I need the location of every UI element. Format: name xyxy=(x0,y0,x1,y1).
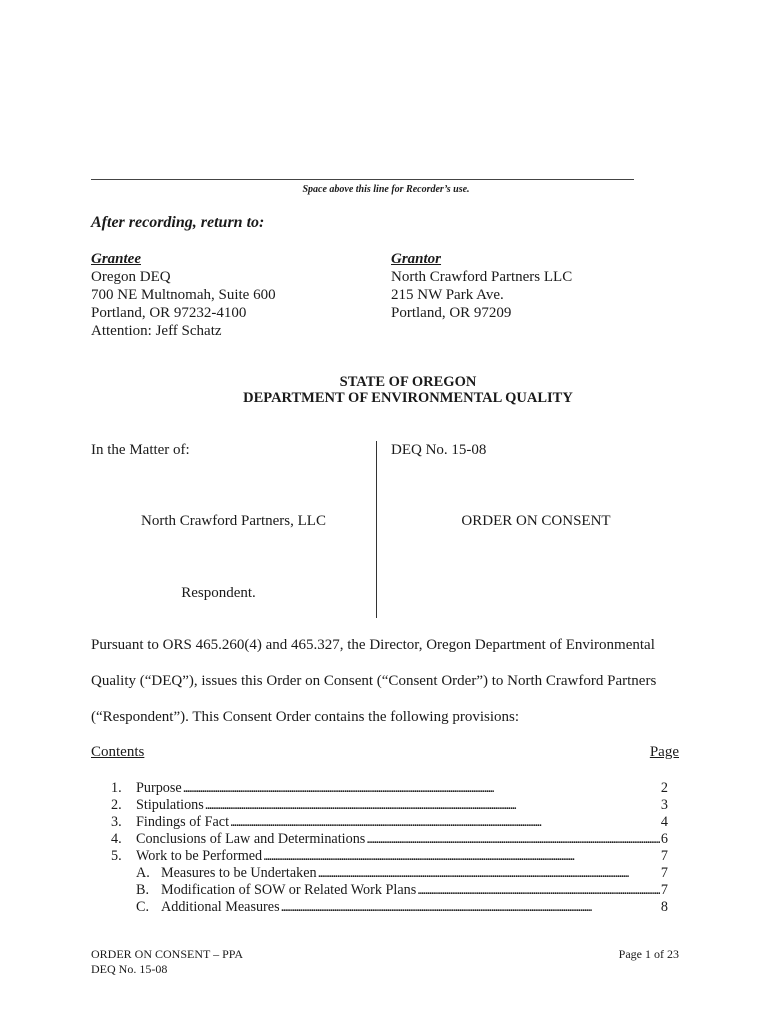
toc-item-page: 7 xyxy=(660,882,668,898)
toc-item-page: 6 xyxy=(660,831,668,847)
toc-item-label: Modification of SOW or Related Work Plans xyxy=(161,882,417,898)
grantor-heading: Grantor xyxy=(391,251,442,267)
toc-item-label: Stipulations xyxy=(136,797,204,813)
toc-item-label: Purpose xyxy=(136,780,182,796)
grantor-line: 215 NW Park Ave. xyxy=(391,287,504,303)
recorder-note: Space above this line for Recorder’s use. xyxy=(302,184,470,195)
grantee-line: Oregon DEQ xyxy=(91,269,171,285)
body-paragraph-line: Quality (“DEQ”), issues this Order on Consent (“Consent Order”) to North Crawford Partners xyxy=(91,673,657,689)
table-of-contents xyxy=(111,780,668,916)
toc-subitem[interactable]: B. Modification of SOW or Related Work Plans . . . 7 xyxy=(111,882,668,899)
recorder-divider xyxy=(91,179,634,180)
toc-item-label: Work to be Performed xyxy=(136,848,263,864)
grantee-heading: Grantee xyxy=(91,251,141,267)
contents-page-heading: Page xyxy=(649,744,679,760)
toc-item-page: 8 xyxy=(660,899,668,915)
grantor-address-block xyxy=(391,250,572,322)
toc-item-page: 4 xyxy=(660,814,668,830)
toc-item-page: 3 xyxy=(660,797,668,813)
grantee-line: Portland, OR 97232-4100 xyxy=(91,305,247,321)
caption-role: Respondent. xyxy=(181,585,256,601)
agency-department: DEPARTMENT OF ENVIRONMENTAL QUALITY xyxy=(243,390,573,406)
toc-item[interactable]: 5. Work to be Performed . . . 7 xyxy=(111,848,668,865)
footer-deq-number: DEQ No. 15-08 xyxy=(91,962,168,976)
agency-heading xyxy=(91,374,725,406)
toc-item-label: Conclusions of Law and Determinations xyxy=(136,831,366,847)
toc-item-label: Additional Measures xyxy=(161,899,280,915)
grantor-line: Portland, OR 97209 xyxy=(391,305,512,321)
grantee-line: 700 NE Multnomah, Suite 600 xyxy=(91,287,276,303)
body-paragraph-line: Pursuant to ORS 465.260(4) and 465.327, the Director, Oregon Department of Environmental xyxy=(91,637,655,653)
toc-item[interactable]: 2. Stipulations . . . 3 xyxy=(111,797,668,814)
toc-item[interactable]: 1. Purpose . . . 2 xyxy=(111,780,668,797)
toc-item-page: 7 xyxy=(660,848,668,864)
toc-item[interactable]: 3. Findings of Fact . . . 4 xyxy=(111,814,668,831)
toc-subitem[interactable]: A. Measures to be Undertaken . . . 7 xyxy=(111,865,668,882)
agency-state: STATE OF OREGON xyxy=(339,374,477,390)
caption-divider xyxy=(376,441,377,618)
caption-deq-number: DEQ No. 15-08 xyxy=(391,442,487,458)
footer-left xyxy=(91,947,243,977)
after-recording-heading: After recording, return to: xyxy=(91,214,265,231)
toc-item-label: Measures to be Undertaken xyxy=(161,865,317,881)
grantor-line: North Crawford Partners LLC xyxy=(391,269,573,285)
footer-page-number: Page 1 of 23 xyxy=(618,947,679,961)
footer-document-title: ORDER ON CONSENT – PPA xyxy=(91,947,244,961)
toc-subitem[interactable]: C. Additional Measures . . . 8 xyxy=(111,899,668,916)
caption-party: North Crawford Partners, LLC xyxy=(141,513,326,529)
caption-matter: In the Matter of: xyxy=(91,442,190,458)
toc-item-page: 2 xyxy=(660,780,668,796)
body-paragraph-line: (“Respondent”). This Consent Order contains the following provisions: xyxy=(91,709,519,725)
toc-item[interactable]: 4. Conclusions of Law and Determinations . . . 6 xyxy=(111,831,668,848)
toc-item-label: Findings of Fact xyxy=(136,814,230,830)
caption-order-title: ORDER ON CONSENT xyxy=(461,513,611,529)
grantee-address-block xyxy=(91,250,276,340)
toc-item-page: 7 xyxy=(660,865,668,881)
contents-heading: Contents xyxy=(91,744,145,760)
grantee-line: Attention: Jeff Schatz xyxy=(91,323,222,339)
